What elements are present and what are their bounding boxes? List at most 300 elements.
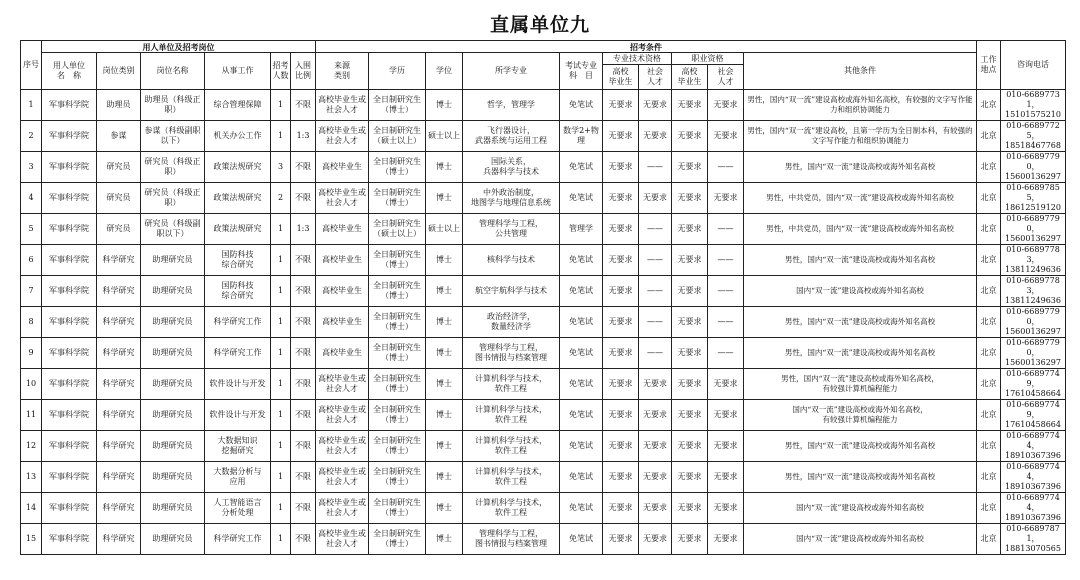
cell-voc-grad: 无要求 (672, 121, 708, 152)
cell-source: 高校毕业生 (316, 245, 369, 276)
cell-post-type: 助理员 (97, 90, 141, 121)
cell-ratio: 1:3 (291, 121, 316, 152)
cell-voc-grad: 无要求 (672, 90, 708, 121)
cell-count: 3 (271, 152, 291, 183)
table-row (21, 462, 1066, 493)
cell-seq: 2 (21, 121, 42, 152)
table-row (21, 121, 1066, 152)
cell-employer: 军事科学院 (42, 276, 97, 307)
cell-education: 全日制研究生（博士） (369, 400, 426, 431)
cell-other: 国内“双一流”建设高校或海外知名高校 (744, 276, 977, 307)
cell-ratio: 不限 (291, 462, 316, 493)
cell-post-name: 助理研究员 (141, 400, 205, 431)
cell-location: 北京 (977, 369, 1001, 400)
cell-tech-social: —— (639, 307, 672, 338)
cell-source: 高校毕业生或社会人才 (316, 183, 369, 214)
cell-post-type: 科学研究 (97, 369, 141, 400)
cell-post-type: 科学研究 (97, 245, 141, 276)
cell-location: 北京 (977, 493, 1001, 524)
cell-work: 大数据分析与 应用 (205, 462, 271, 493)
cell-other: 男性，国内“双一流”建设高校或海外知名高校 (744, 152, 977, 183)
cell-post-name: 研究员（科级正职） (141, 183, 205, 214)
cell-work: 政策法规研究 (205, 183, 271, 214)
cell-work: 综合管理保障 (205, 90, 271, 121)
table-row (21, 214, 1066, 245)
cell-phone: 010-66897790， 15600136297 (1001, 338, 1066, 369)
cell-voc-social: 无要求 (708, 369, 744, 400)
cell-tech-social: —— (639, 214, 672, 245)
cell-post-type: 参谋 (97, 121, 141, 152)
cell-employer: 军事科学院 (42, 307, 97, 338)
cell-tech-social: —— (639, 276, 672, 307)
header-post-type: 岗位类别 (97, 53, 141, 90)
cell-degree: 博士 (426, 276, 463, 307)
cell-phone: 010-66897744， 18910367396 (1001, 493, 1066, 524)
table-row (21, 276, 1066, 307)
cell-location: 北京 (977, 90, 1001, 121)
cell-degree: 博士 (426, 400, 463, 431)
cell-count: 1 (271, 369, 291, 400)
cell-phone: 010-66897744， 18910367396 (1001, 431, 1066, 462)
table-row (21, 400, 1066, 431)
cell-exam: 免笔试 (560, 183, 603, 214)
cell-post-name: 研究员（科级副职以下） (141, 214, 205, 245)
cell-work: 科学研究工作 (205, 524, 271, 555)
cell-tech-social: 无要求 (639, 431, 672, 462)
cell-count: 1 (271, 400, 291, 431)
cell-seq: 14 (21, 493, 42, 524)
cell-voc-social: —— (708, 245, 744, 276)
cell-voc-social: —— (708, 276, 744, 307)
cell-major: 计算机科学与技术， 软件工程 (463, 400, 560, 431)
cell-employer: 军事科学院 (42, 400, 97, 431)
cell-exam: 免笔试 (560, 524, 603, 555)
table-row (21, 369, 1066, 400)
cell-ratio: 不限 (291, 245, 316, 276)
cell-major: 计算机科学与技术， 软件工程 (463, 493, 560, 524)
cell-location: 北京 (977, 400, 1001, 431)
cell-education: 全日制研究生（博士） (369, 369, 426, 400)
table-row (21, 183, 1066, 214)
cell-source: 高校毕业生 (316, 152, 369, 183)
cell-seq: 4 (21, 183, 42, 214)
cell-ratio: 不限 (291, 369, 316, 400)
cell-major: 中外政治制度， 地图学与地理信息系统 (463, 183, 560, 214)
cell-post-name: 助理研究员 (141, 276, 205, 307)
cell-work: 政策法规研究 (205, 152, 271, 183)
cell-education: 全日制研究生（硕士以上） (369, 214, 426, 245)
cell-other: 国内“双一流”建设高校或海外知名高校， 有较强计算机编程能力 (744, 400, 977, 431)
cell-exam: 免笔试 (560, 307, 603, 338)
cell-voc-social: 无要求 (708, 493, 744, 524)
cell-exam: 免笔试 (560, 400, 603, 431)
cell-ratio: 1:3 (291, 214, 316, 245)
cell-tech-social: 无要求 (639, 369, 672, 400)
cell-degree: 硕士以上 (426, 214, 463, 245)
cell-source: 高校毕业生 (316, 214, 369, 245)
cell-major: 哲学，管理学 (463, 90, 560, 121)
cell-other: 男性，国内“双一流”建设高校或海外知名高校 (744, 245, 977, 276)
cell-post-name: 助理研究员 (141, 462, 205, 493)
cell-seq: 6 (21, 245, 42, 276)
cell-tech-social: —— (639, 152, 672, 183)
table-row (21, 152, 1066, 183)
header-major: 所学专业 (463, 53, 560, 90)
cell-exam: 免笔试 (560, 152, 603, 183)
cell-degree: 博士 (426, 338, 463, 369)
cell-work: 政策法规研究 (205, 214, 271, 245)
cell-count: 1 (271, 90, 291, 121)
cell-education: 全日制研究生（博士） (369, 307, 426, 338)
cell-tech-social: 无要求 (639, 121, 672, 152)
header-seq: 序号 (21, 41, 42, 90)
cell-source: 高校毕业生或社会人才 (316, 369, 369, 400)
cell-tech-grad: 无要求 (603, 493, 639, 524)
cell-education: 全日制研究生（博士） (369, 431, 426, 462)
cell-voc-grad: 无要求 (672, 307, 708, 338)
cell-tech-grad: 无要求 (603, 183, 639, 214)
cell-exam: 免笔试 (560, 90, 603, 121)
cell-post-name: 参谋（科级副职以下） (141, 121, 205, 152)
header-other: 其他条件 (744, 53, 977, 90)
cell-tech-grad: 无要求 (603, 121, 639, 152)
cell-post-type: 科学研究 (97, 493, 141, 524)
header-exam: 考试专业 科 目 (560, 53, 603, 90)
header-degree: 学位 (426, 53, 463, 90)
cell-other: 男性，国内“双一流”建设高校或海外知名高校 (744, 462, 977, 493)
cell-exam: 免笔试 (560, 462, 603, 493)
cell-post-name: 助理研究员 (141, 524, 205, 555)
header-ratio: 入围 比例 (291, 53, 316, 90)
cell-source: 高校毕业生或社会人才 (316, 524, 369, 555)
cell-count: 1 (271, 462, 291, 493)
cell-exam: 管理学 (560, 214, 603, 245)
cell-seq: 5 (21, 214, 42, 245)
cell-degree: 博士 (426, 152, 463, 183)
cell-major: 航空宇航科学与技术 (463, 276, 560, 307)
cell-seq: 1 (21, 90, 42, 121)
cell-phone: 010-66897871， 18813070565 (1001, 524, 1066, 555)
cell-voc-social: —— (708, 214, 744, 245)
cell-major: 管理科学与工程， 公共管理 (463, 214, 560, 245)
cell-tech-social: —— (639, 245, 672, 276)
cell-employer: 军事科学院 (42, 152, 97, 183)
header-post-name: 岗位名称 (141, 53, 205, 90)
cell-voc-social: —— (708, 307, 744, 338)
cell-education: 全日制研究生（博士） (369, 524, 426, 555)
cell-employer: 军事科学院 (42, 214, 97, 245)
cell-tech-grad: 无要求 (603, 90, 639, 121)
cell-degree: 博士 (426, 245, 463, 276)
cell-voc-grad: 无要求 (672, 338, 708, 369)
header-tech-grad: 高校 毕业生 (603, 65, 639, 90)
cell-major: 计算机科学与技术， 软件工程 (463, 369, 560, 400)
cell-major: 国际关系， 兵器科学与技术 (463, 152, 560, 183)
cell-major: 政治经济学， 数量经济学 (463, 307, 560, 338)
cell-education: 全日制研究生（博士） (369, 152, 426, 183)
cell-education: 全日制研究生（博士） (369, 90, 426, 121)
cell-source: 高校毕业生 (316, 307, 369, 338)
cell-post-type: 科学研究 (97, 431, 141, 462)
cell-phone: 010-66897783， 13811249636 (1001, 276, 1066, 307)
cell-count: 1 (271, 121, 291, 152)
cell-voc-grad: 无要求 (672, 276, 708, 307)
cell-seq: 13 (21, 462, 42, 493)
cell-tech-grad: 无要求 (603, 276, 639, 307)
cell-major: 管理科学与工程， 图书情报与档案管理 (463, 338, 560, 369)
cell-post-type: 研究员 (97, 214, 141, 245)
cell-seq: 7 (21, 276, 42, 307)
cell-employer: 军事科学院 (42, 183, 97, 214)
cell-voc-grad: 无要求 (672, 183, 708, 214)
cell-post-type: 科学研究 (97, 524, 141, 555)
cell-phone: 010-66897790， 15600136297 (1001, 152, 1066, 183)
cell-exam: 免笔试 (560, 431, 603, 462)
header-location: 工作 地点 (977, 41, 1001, 90)
cell-ratio: 不限 (291, 493, 316, 524)
cell-other: 男性，国内“双一流”建设高校或海外知名高校， 有较强计算机编程能力 (744, 369, 977, 400)
header-source: 来源 类别 (316, 53, 369, 90)
page-title: 直属单位九 (489, 14, 590, 36)
cell-voc-social: 无要求 (708, 400, 744, 431)
cell-education: 全日制研究生（博士） (369, 338, 426, 369)
recruitment-table (20, 40, 1066, 555)
cell-employer: 军事科学院 (42, 524, 97, 555)
cell-education: 全日制研究生（博士） (369, 245, 426, 276)
header-count: 招考 人数 (271, 53, 291, 90)
cell-tech-grad: 无要求 (603, 400, 639, 431)
cell-phone: 010-66897783， 13811249636 (1001, 245, 1066, 276)
cell-voc-grad: 无要求 (672, 245, 708, 276)
cell-tech-social: 无要求 (639, 462, 672, 493)
cell-work: 科学研究工作 (205, 338, 271, 369)
header-tech-social: 社会 人才 (639, 65, 672, 90)
cell-tech-social: 无要求 (639, 90, 672, 121)
cell-voc-social: 无要求 (708, 90, 744, 121)
cell-exam: 免笔试 (560, 338, 603, 369)
cell-source: 高校毕业生或社会人才 (316, 400, 369, 431)
cell-work: 大数据知识 挖掘研究 (205, 431, 271, 462)
cell-phone: 010-66897731， 15101575210 (1001, 90, 1066, 121)
cell-count: 1 (271, 276, 291, 307)
cell-employer: 军事科学院 (42, 493, 97, 524)
cell-major: 核科学与技术 (463, 245, 560, 276)
cell-location: 北京 (977, 524, 1001, 555)
cell-tech-grad: 无要求 (603, 431, 639, 462)
cell-phone: 010-66897744， 18910367396 (1001, 462, 1066, 493)
table-row (21, 90, 1066, 121)
cell-post-type: 科学研究 (97, 307, 141, 338)
cell-phone: 010-66897725， 18518467768 (1001, 121, 1066, 152)
cell-other: 男性，国内“双一流”建设高校或海外知名高校 (744, 307, 977, 338)
cell-post-type: 研究员 (97, 152, 141, 183)
cell-other: 国内“双一流”建设高校或海外知名高校 (744, 493, 977, 524)
cell-source: 高校毕业生 (316, 276, 369, 307)
cell-employer: 军事科学院 (42, 90, 97, 121)
cell-ratio: 不限 (291, 338, 316, 369)
cell-count: 1 (271, 214, 291, 245)
header-group-tech: 专业技术资格 (603, 53, 672, 65)
cell-other: 国内“双一流”建设高校或海外知名高校 (744, 524, 977, 555)
cell-post-type: 科学研究 (97, 338, 141, 369)
cell-degree: 博士 (426, 183, 463, 214)
cell-degree: 博士 (426, 462, 463, 493)
cell-other: 男性，中共党员，国内“双一流”建设高校或海外知名高校 (744, 214, 977, 245)
cell-voc-social: 无要求 (708, 524, 744, 555)
cell-other: 男性，国内“双一流”建设高校或海外知名高校 (744, 338, 977, 369)
header-group-voc: 职业资格 (672, 53, 744, 65)
table-header (21, 41, 1066, 90)
cell-tech-grad: 无要求 (603, 214, 639, 245)
cell-other: 男性，国内“双一流”建设高校或海外知名高校，有较强的文字写作能力和组织协调能力 (744, 90, 977, 121)
cell-employer: 军事科学院 (42, 369, 97, 400)
cell-major: 计算机科学与技术， 软件工程 (463, 431, 560, 462)
cell-seq: 10 (21, 369, 42, 400)
cell-post-name: 助理研究员 (141, 431, 205, 462)
cell-post-type: 研究员 (97, 183, 141, 214)
cell-count: 1 (271, 307, 291, 338)
cell-source: 高校毕业生或社会人才 (316, 493, 369, 524)
cell-degree: 博士 (426, 493, 463, 524)
cell-phone: 010-66897790， 15600136297 (1001, 214, 1066, 245)
table-body (21, 90, 1066, 555)
cell-tech-social: 无要求 (639, 400, 672, 431)
cell-ratio: 不限 (291, 276, 316, 307)
cell-tech-grad: 无要求 (603, 307, 639, 338)
cell-tech-grad: 无要求 (603, 245, 639, 276)
cell-voc-grad: 无要求 (672, 152, 708, 183)
cell-work: 国防科技 综合研究 (205, 245, 271, 276)
cell-exam: 免笔试 (560, 369, 603, 400)
cell-employer: 军事科学院 (42, 121, 97, 152)
header-education: 学历 (369, 53, 426, 90)
cell-employer: 军事科学院 (42, 338, 97, 369)
cell-voc-grad: 无要求 (672, 400, 708, 431)
cell-other: 男性，国内“双一流”建设高校或海外知名高校 (744, 431, 977, 462)
cell-count: 1 (271, 431, 291, 462)
cell-location: 北京 (977, 431, 1001, 462)
cell-work: 人工智能语言 分析处理 (205, 493, 271, 524)
cell-degree: 硕士以上 (426, 121, 463, 152)
cell-post-type: 科学研究 (97, 462, 141, 493)
cell-exam: 数学2+物理 (560, 121, 603, 152)
table-row (21, 524, 1066, 555)
cell-exam: 免笔试 (560, 245, 603, 276)
cell-tech-grad: 无要求 (603, 462, 639, 493)
cell-voc-social: —— (708, 338, 744, 369)
cell-exam: 免笔试 (560, 493, 603, 524)
cell-work: 机关办公工作 (205, 121, 271, 152)
cell-source: 高校毕业生或社会人才 (316, 121, 369, 152)
cell-voc-social: 无要求 (708, 431, 744, 462)
cell-count: 1 (271, 524, 291, 555)
cell-post-name: 研究员（科级正职） (141, 152, 205, 183)
cell-voc-grad: 无要求 (672, 493, 708, 524)
cell-count: 2 (271, 183, 291, 214)
cell-voc-grad: 无要求 (672, 431, 708, 462)
cell-major: 飞行器设计， 武器系统与运用工程 (463, 121, 560, 152)
header-phone: 咨询电话 (1001, 41, 1066, 90)
table-row (21, 338, 1066, 369)
cell-voc-grad: 无要求 (672, 369, 708, 400)
cell-voc-social: —— (708, 152, 744, 183)
cell-count: 1 (271, 493, 291, 524)
cell-voc-grad: 无要求 (672, 214, 708, 245)
cell-degree: 博士 (426, 369, 463, 400)
cell-post-name: 助理研究员 (141, 493, 205, 524)
cell-tech-social: —— (639, 338, 672, 369)
cell-degree: 博士 (426, 431, 463, 462)
cell-location: 北京 (977, 121, 1001, 152)
cell-employer: 军事科学院 (42, 245, 97, 276)
cell-other: 男性，国内“双一流”建设高校，且第一学历为全日制本科，有较强的文字写作能力和组织协调能力 (744, 121, 977, 152)
cell-tech-grad: 无要求 (603, 369, 639, 400)
cell-seq: 9 (21, 338, 42, 369)
cell-post-type: 科学研究 (97, 276, 141, 307)
table-row (21, 431, 1066, 462)
cell-source: 高校毕业生 (316, 338, 369, 369)
cell-post-name: 助理研究员 (141, 369, 205, 400)
cell-employer: 军事科学院 (42, 462, 97, 493)
cell-tech-social: 无要求 (639, 524, 672, 555)
cell-location: 北京 (977, 338, 1001, 369)
cell-education: 全日制研究生（硕士以上） (369, 121, 426, 152)
cell-education: 全日制研究生（博士） (369, 493, 426, 524)
cell-work: 软件设计与开发 (205, 400, 271, 431)
header-voc-grad: 高校 毕业生 (672, 65, 708, 90)
cell-source: 高校毕业生或社会人才 (316, 431, 369, 462)
cell-ratio: 不限 (291, 307, 316, 338)
header-group-post: 用人单位及招考岗位 (42, 41, 316, 53)
cell-voc-social: 无要求 (708, 121, 744, 152)
cell-post-name: 助理员（科级正职） (141, 90, 205, 121)
cell-seq: 11 (21, 400, 42, 431)
table-row (21, 493, 1066, 524)
cell-post-type: 科学研究 (97, 400, 141, 431)
cell-seq: 3 (21, 152, 42, 183)
cell-seq: 12 (21, 431, 42, 462)
header-work: 从事工作 (205, 53, 271, 90)
cell-phone: 010-66897749， 17610458664 (1001, 369, 1066, 400)
cell-work: 国防科技 综合研究 (205, 276, 271, 307)
cell-phone: 010-66897790， 15600136297 (1001, 307, 1066, 338)
table-row (21, 245, 1066, 276)
cell-education: 全日制研究生（博士） (369, 276, 426, 307)
cell-tech-grad: 无要求 (603, 338, 639, 369)
cell-work: 科学研究工作 (205, 307, 271, 338)
cell-tech-social: 无要求 (639, 183, 672, 214)
header-employer: 用人单位 名 称 (42, 53, 97, 90)
cell-ratio: 不限 (291, 152, 316, 183)
table-row (21, 307, 1066, 338)
cell-phone: 010-66897749， 17610458664 (1001, 400, 1066, 431)
cell-degree: 博士 (426, 307, 463, 338)
cell-work: 软件设计与开发 (205, 369, 271, 400)
cell-ratio: 不限 (291, 524, 316, 555)
cell-voc-grad: 无要求 (672, 462, 708, 493)
cell-count: 1 (271, 338, 291, 369)
cell-tech-grad: 无要求 (603, 152, 639, 183)
cell-seq: 8 (21, 307, 42, 338)
header-group-conditions: 招考条件 (316, 41, 977, 53)
cell-post-name: 助理研究员 (141, 245, 205, 276)
cell-count: 1 (271, 245, 291, 276)
cell-major: 计算机科学与技术， 软件工程 (463, 462, 560, 493)
cell-education: 全日制研究生（博士） (369, 462, 426, 493)
cell-employer: 军事科学院 (42, 431, 97, 462)
cell-phone: 010-66897855， 18612519120 (1001, 183, 1066, 214)
cell-ratio: 不限 (291, 431, 316, 462)
